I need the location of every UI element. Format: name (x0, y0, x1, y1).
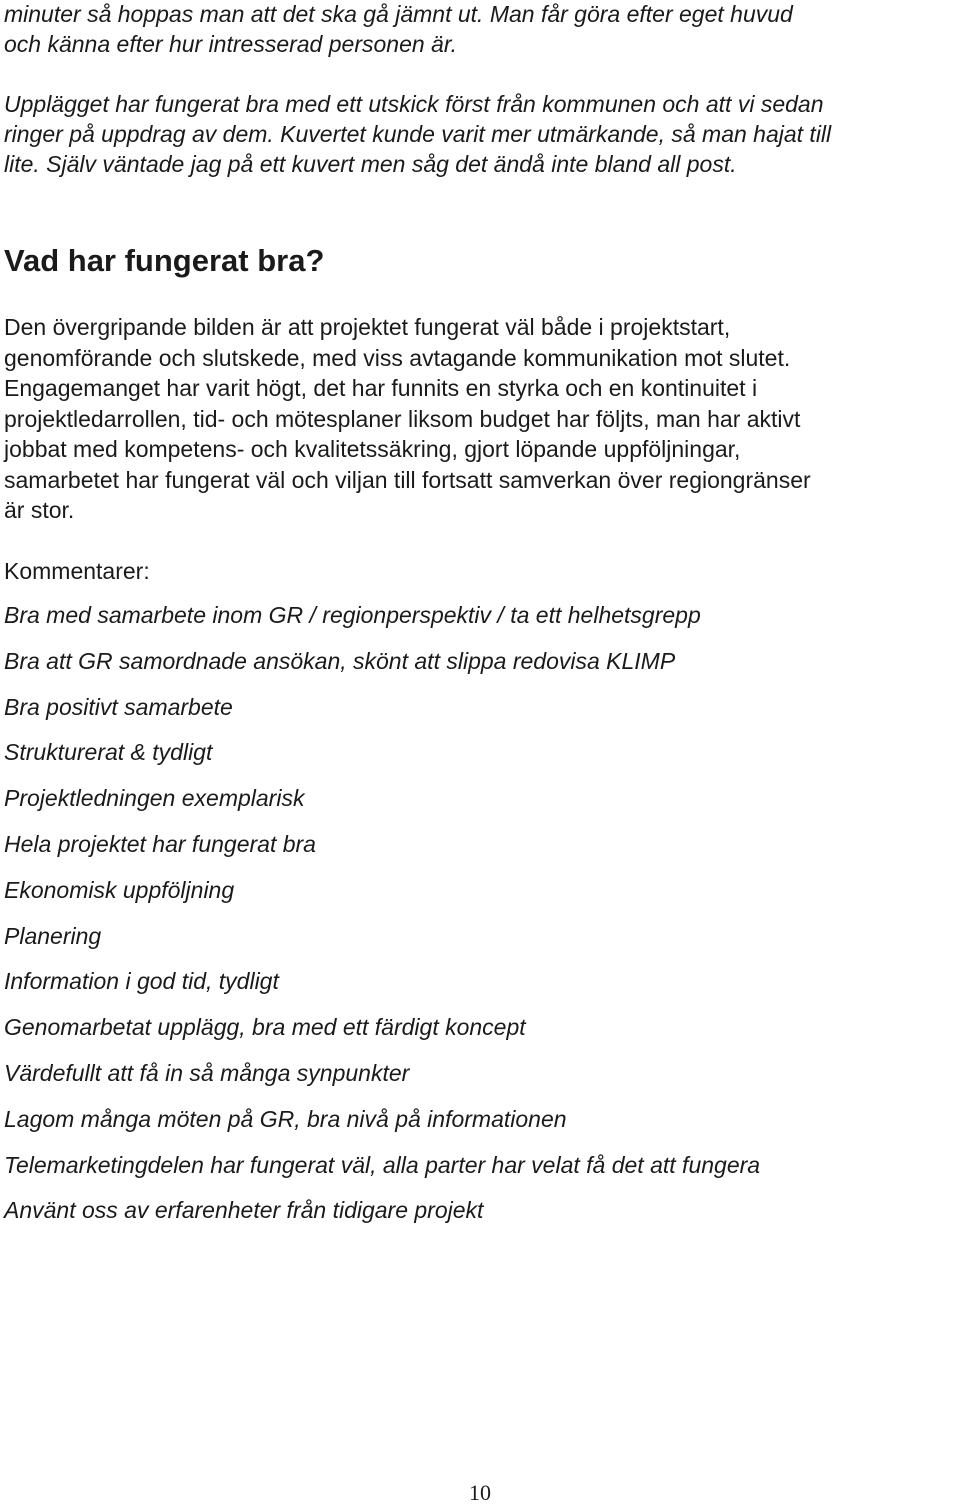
intro-paragraph-1 (4, 0, 793, 59)
comment-item: Telemarketingdelen har fungerat väl, alla parter har velat få det att fungera (4, 1151, 761, 1178)
comment-item: Information i god tid, tydligt (4, 968, 279, 995)
comment-item: Bra att GR samordnade ansökan, skönt att slippa redovisa KLIMP (4, 647, 676, 674)
text-line: genomförande och slutskede, med viss avtagande kommunikation mot slutet. (4, 344, 791, 371)
comment-item: Strukturerat & tydligt (4, 739, 213, 766)
text-line: Engagemanget har varit högt, det har funnits en styrka och en kontinuitet i (4, 375, 758, 401)
text-line: lite. Själv väntade jag på ett kuvert men såg det ändå inte bland all post. (4, 151, 737, 177)
comment-item: Projektledningen exemplarisk (4, 785, 305, 812)
comment-item: Värdefullt att få in så många synpunkter (4, 1059, 410, 1086)
section-body (4, 312, 811, 526)
section-heading: Vad har fungerat bra? (4, 243, 325, 278)
comment-item: Använt oss av erfarenheter från tidigare projekt (4, 1197, 484, 1224)
comments-list (4, 600, 760, 1241)
comment-item: Bra med samarbete inom GR / regionperspektiv / ta ett helhetsgrepp (4, 602, 701, 628)
text-line: jobbat med kompetens- och kvalitetssäkring, gjort löpande uppföljningar, (4, 436, 741, 462)
page-number: 10 (469, 1480, 491, 1505)
comment-item: Hela projektet har fungerat bra (4, 830, 316, 857)
text-line: Den övergripande bilden är att projektet fungerat väl både i projektstart, (4, 314, 731, 340)
comment-item: Lagom många möten på GR, bra nivå på informationen (4, 1105, 567, 1132)
comment-item: Ekonomisk uppföljning (4, 876, 235, 903)
text-line: och känna efter hur intresserad personen är. (4, 31, 458, 57)
text-line: Upplägget har fungerat bra med ett utskick först från kommunen och att vi sedan (4, 91, 824, 117)
text-line: är stor. (4, 497, 75, 523)
comment-item: Genomarbetat upplägg, bra med ett färdigt koncept (4, 1014, 526, 1041)
comments-label: Kommentarer: (4, 558, 150, 584)
text-line: samarbetet har fungerat väl och viljan till fortsatt samverkan över regiongränser (4, 466, 811, 493)
intro-paragraph-2 (4, 89, 831, 179)
comment-item: Planering (4, 922, 102, 949)
comment-item: Bra positivt samarbete (4, 693, 233, 720)
text-line: ringer på uppdrag av dem. Kuvertet kunde varit mer utmärkande, så man hajat till (4, 121, 832, 147)
text-line: projektledarrollen, tid- och mötesplaner liksom budget har följts, man har aktivt (4, 405, 801, 432)
text-line: minuter så hoppas man att det ska gå jämnt ut. Man får göra efter eget huvud (4, 1, 793, 27)
